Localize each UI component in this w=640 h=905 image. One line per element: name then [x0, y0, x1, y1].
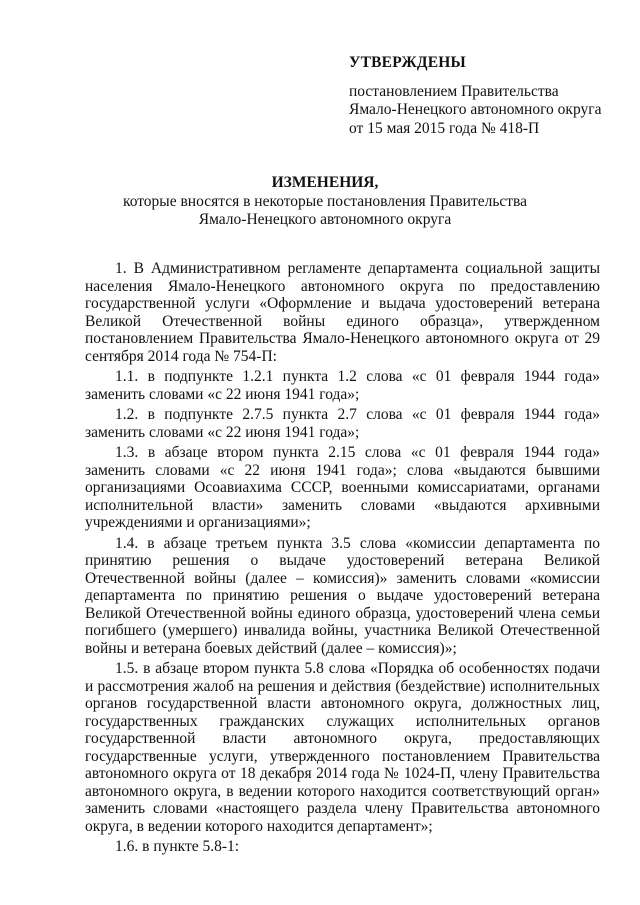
paragraph-1-3: 1.3. в абзаце втором пункта 2.15 слова «с 01 февраля 1944 года» заменить словами «с 22 июня 1941 года»; слова «выдаются бывшими организациями Осоавиахима СССР, военными комиссариатами, органами исполнительной власти» заменить словами «выдаются архивными учреждениями и организациями»;	[85, 444, 600, 531]
document-title: ИЗМЕНЕНИЯ,	[271, 174, 379, 191]
paragraph-1-5: 1.5. в абзаце втором пункта 5.8 слова «Порядка об особенностях подачи и рассмотрения жалоб на решения и действия (бездействие) исполнительных органов государственной власти автономного округа, должностных лиц, государственных гражданских служащих исполнительных органов государственной власти автономного округа, предоставляющих государственные услуги, утвержденного постановлением Правительства автономного округа от 18 декабря 2014 года № 1024-П, члену Правительства автономного округа, в ведении которого находится соответствующий орган» заменить словами «настоящего раздела члену Правительства автономного округа, в ведении которого находится департамент»;	[85, 660, 600, 835]
approval-line: Ямало-Ненецкого автономного округа	[349, 101, 602, 118]
approval-line: от 15 мая 2015 года № 418-П	[349, 119, 540, 137]
approval-heading: УТВЕРЖДЕНЫ	[349, 54, 466, 71]
approval-line: постановлением Правительства	[349, 82, 559, 100]
paragraph-1-4: 1.4. в абзаце третьем пункта 3.5 слова «комиссии департамента по принятию решения о выдаче удостоверений ветерана Великой Отечественной войны (далее – комиссия)» заменить словами «комиссии департамента по принятию решения о выдаче удостоверений ветерана Великой Отечественной войны единого образца, удостоверений члена семьи погибшего (умершего) инвалида войны, участника Великой Отечественной войны и ветерана боевых действий (далее – комиссия)»;	[85, 534, 600, 657]
paragraph-1-2: 1.2. в подпункте 2.7.5 пункта 2.7 слова «с 01 февраля 1944 года» заменить словами «с 22 июня 1941 года»;	[85, 406, 600, 441]
paragraph-1-6: 1.6. в пункте 5.8-1:	[115, 838, 240, 855]
document-subtitle-line: которые вносятся в некоторые постановления Правительства	[122, 192, 528, 210]
paragraph-1: 1. В Административном регламенте департамента социальной защиты населения Ямало-Ненецкого автономного округа по предоставлению государственной услуги «Оформление и выдача удостоверений ветерана Великой Отечественной войны единого образца», утвержденном постановлением Правительства Ямало-Ненецкого автономного округа от 29 сентября 2014 года № 754-П:	[85, 260, 600, 365]
document-subtitle-line: Ямало-Ненецкого автономного округа	[198, 211, 452, 228]
document-title-block	[60, 174, 590, 230]
approval-stamp	[349, 54, 609, 138]
document-body	[85, 260, 600, 856]
paragraph-1-1: 1.1. в подпункте 1.2.1 пункта 1.2 слова «с 01 февраля 1944 года» заменить словами «с 22 июня 1941 года»;	[85, 368, 600, 403]
